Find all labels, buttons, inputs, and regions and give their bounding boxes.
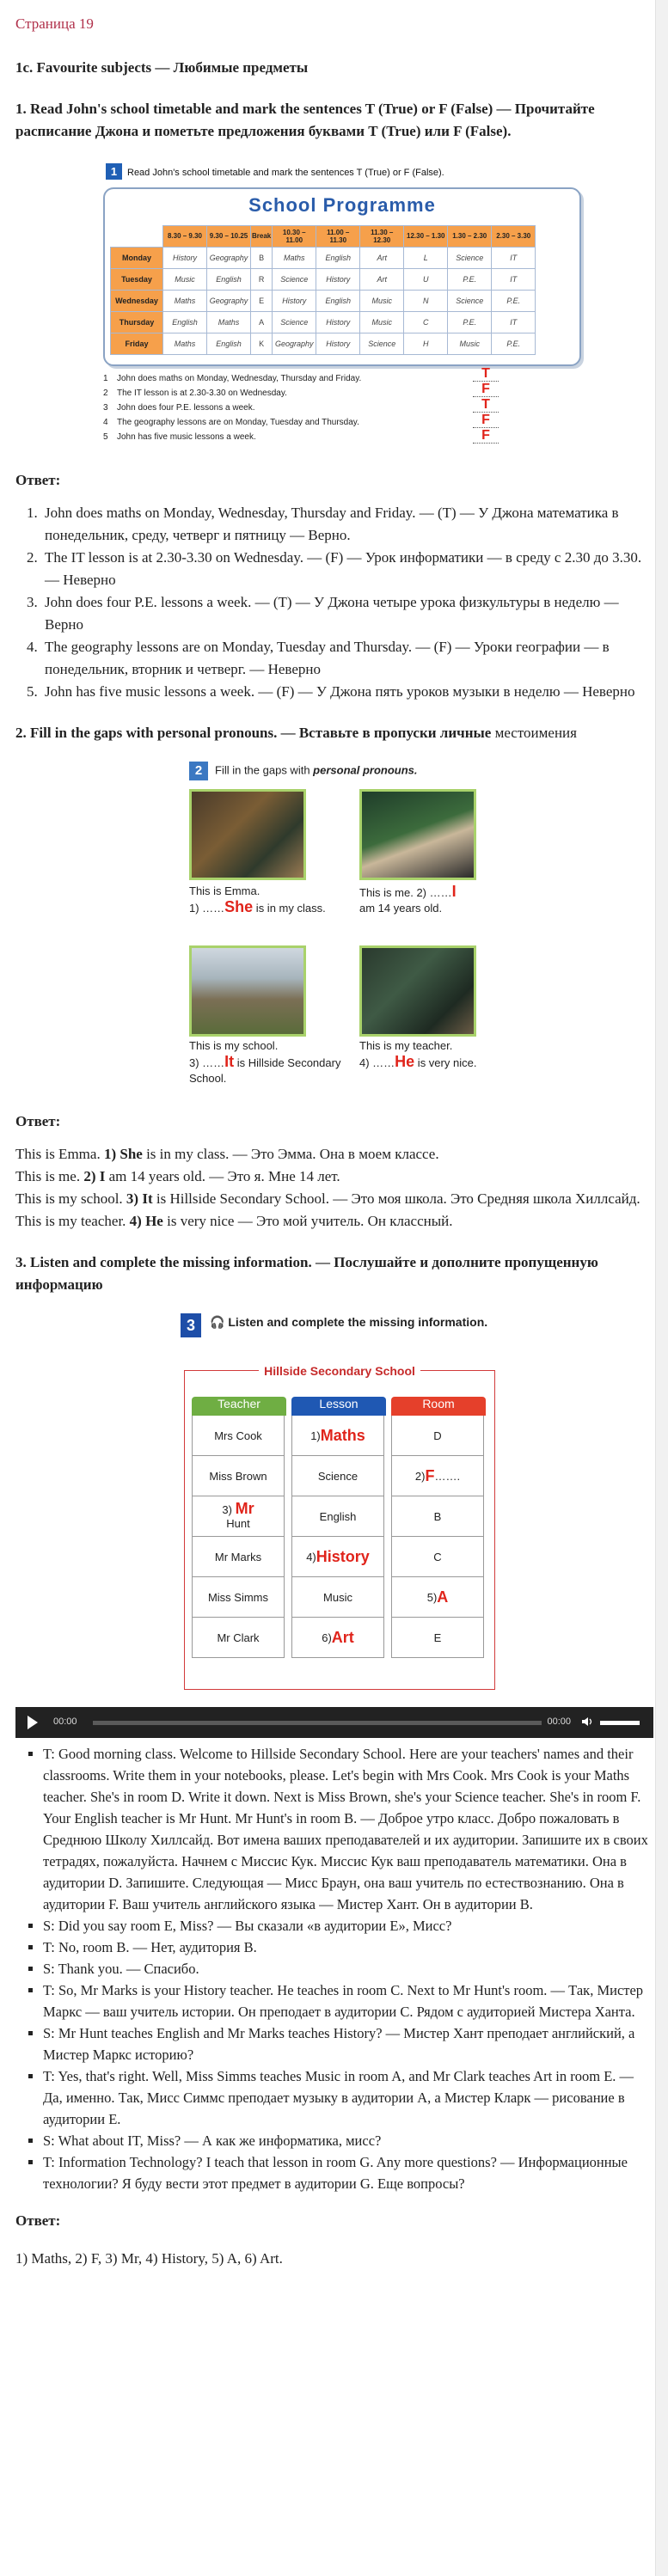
- photo-school: [189, 945, 306, 1037]
- answer-item: 4. The geography lessons are on Monday, Tuesday and Thursday. — (F) — Уроки географии — в понедельник, вторник и четверг. — Неверно: [41, 636, 653, 681]
- teacher-cell: Miss Brown: [192, 1456, 285, 1496]
- tf-mark: F: [473, 428, 499, 444]
- timetable-grid: 8.30 – 9.30 9.30 – 10.25 Break 10.30 – 11.00 11.00 – 11.30 11.30 – 12.30 12.30 – 1.30 1.30 – 2.30 2.30 – 3.30 Monday History Geography B Maths English Art L Science IT Tuesday Music English R Science History Art U P.E. IT Wednesday Maths Geography E History English Music N Science P.E. Thursday English Maths A Science History Music C P.E. IT Friday Maths English K Geography History Science H Music P.E.: [110, 225, 536, 355]
- answer-item: 5. John has five music lessons a week. — (F) — У Джона пять уроков музыки в неделю — Неверно: [41, 681, 653, 703]
- section-title: 1c. Favourite subjects — Любимые предметы: [15, 59, 309, 76]
- dialogue-item: ▪ T: No, room B. — Нет, аудитория B.: [43, 1937, 653, 1958]
- statement-item: 4 The geography lessons are on Monday, Tuesday and Thursday.: [103, 418, 359, 427]
- timetable-row: Wednesday Maths Geography E History English Music N Science P.E.: [111, 290, 536, 311]
- answer-label: Ответ:: [15, 2212, 61, 2229]
- tf-mark: T: [473, 366, 499, 382]
- answer-label: Ответ:: [15, 472, 61, 488]
- timetable-row: Tuesday Music English R Science History Art U P.E. IT: [111, 268, 536, 290]
- caption-2: This is me. 2) ……I am 14 years old.: [359, 883, 457, 915]
- timetable-row: Friday Maths English K Geography History Science H Music P.E.: [111, 333, 536, 354]
- task2-title: 2. Fill in the gaps with personal pronouns. — Вставьте в пропуски личные местоимения: [15, 725, 577, 741]
- answer-line: This is me. 2) I am 14 years old. — Это я. Мне 14 лет.: [15, 1168, 340, 1184]
- teacher-cell: Mr Clark: [192, 1618, 285, 1658]
- page-scrollbar[interactable]: [655, 0, 668, 2576]
- room-cell: 5) A: [391, 1577, 484, 1618]
- exercise1-instruction: 1 Read John's school timetable and mark the sentences T (True) or F (False).: [106, 163, 444, 180]
- answer-line: This is Emma. 1) She is in my class. — Это Эмма. Она в моем классе.: [15, 1146, 439, 1162]
- tf-mark: F: [473, 413, 499, 428]
- answer-item: 2. The IT lesson is at 2.30-3.30 on Wednesday. — (F) — Урок информатики — в среду с 2.30 до 3.30. — Неверно: [41, 547, 653, 591]
- duration-time: 00:00: [547, 1716, 571, 1727]
- column-header-lesson: Lesson: [291, 1397, 386, 1416]
- lesson-cell: 6) Art: [291, 1618, 384, 1658]
- exercise2-instruction: 2 Fill in the gaps with personal pronouns.: [189, 762, 418, 780]
- answer-list: [15, 502, 653, 703]
- exercise3-instruction: 3 🎧 Listen and complete the missing information.: [181, 1313, 487, 1337]
- exercise1-image: [93, 160, 591, 452]
- lesson-cell: 1) Maths: [291, 1416, 384, 1456]
- room-cell: C: [391, 1537, 484, 1577]
- lesson-cell: Music: [291, 1577, 384, 1618]
- room-cell: 2) F …….: [391, 1456, 484, 1496]
- dialogue-list: [15, 1743, 653, 2194]
- school-programme-timetable: [103, 187, 581, 366]
- dialogue-item: ▪ T: Information Technology? I teach that lesson in room G. Any more questions? — Информационные технологии? Я буду вести этот предмет в аудитории G. Еще вопросы?: [43, 2151, 653, 2194]
- statement-item: 3 John does four P.E. lessons a week.: [103, 403, 255, 413]
- current-time: 00:00: [53, 1716, 77, 1727]
- room-cell: B: [391, 1496, 484, 1537]
- teacher-cell: Miss Simms: [192, 1577, 285, 1618]
- lesson-cell: 4) History: [291, 1537, 384, 1577]
- column-header-room: Room: [391, 1397, 486, 1416]
- exercise3-image: [174, 1313, 500, 1692]
- photo-emma: [189, 789, 306, 880]
- room-cell: E: [391, 1618, 484, 1658]
- timetable-row: Monday History Geography B Maths English Art L Science IT: [111, 247, 536, 268]
- tf-mark: T: [473, 397, 499, 413]
- volume-icon[interactable]: [581, 1716, 593, 1728]
- answer-line: 1) Maths, 2) F, 3) Mr, 4) History, 5) A, 6) Art.: [15, 2250, 283, 2267]
- photo-me: [359, 789, 476, 880]
- school-info-table: [184, 1364, 495, 1690]
- statement-list: [103, 371, 361, 444]
- caption-4: This is my teacher. 4) ……He is very nice.: [359, 1039, 477, 1070]
- exercise2-image: [181, 762, 516, 1105]
- audio-player: [15, 1707, 653, 1738]
- statement-item: 5 John has five music lessons a week.: [103, 432, 256, 442]
- dialogue-item: ▪ T: So, Mr Marks is your History teacher. He teaches in room C. Next to Mr Hunt's room. — Так, Мистер Маркс — ваш учитель истории. Он преподает в аудитории C. Рядом с аудиторией Мистера Ханта.: [43, 1979, 653, 2022]
- column-header-teacher: Teacher: [192, 1397, 286, 1416]
- timetable-title: School Programme: [248, 194, 436, 216]
- dialogue-item: ▪ T: Good morning class. Welcome to Hillside Secondary School. Here are your teachers' names and their classrooms. Write them in your notebooks, please. Let's begin with Mrs Cook. Mrs Cook is your Maths teacher. She's in room D. Write it down. Next is Miss Brown, she's your Science teacher. She's in room F. Your English teacher is Mr Hunt. Mr Hunt's in room B. — Доброе утро класс. Добро пожаловать в Среднюю Школу Хиллсайд. Вот имена ваших преподавателей и их аудитории. Запишите их в своих тетрадях, пожалуйста. Начнем с Миссис Кук. Миссис Кук ваш преподаватель математики. Она в аудитории D. Запишите. Следующая — Мисс Браун, она ваш учитель по естествознанию. Она в аудитории F. Ваш учитель английского языка — Мистер Хант. Он в аудитории B.: [43, 1743, 653, 1915]
- answer-lines: [15, 1143, 653, 1233]
- lesson-cell: Science: [291, 1456, 384, 1496]
- statement-item: 2 The IT lesson is at 2.30-3.30 on Wednesday.: [103, 389, 287, 398]
- exercise-number-badge: 3: [181, 1313, 201, 1337]
- volume-slider[interactable]: [600, 1721, 640, 1725]
- teacher-cell: Mr Marks: [192, 1537, 285, 1577]
- answer-line: This is my school. 3) It is Hillside Secondary School. — Это моя школа. Это Средняя школа Хиллсайд.: [15, 1190, 640, 1207]
- dialogue-item: ▪ S: Mr Hunt teaches English and Mr Marks teaches History? — Мистер Хант преподает английский, а Мистер Маркс историю?: [43, 2022, 653, 2065]
- answer-label: Ответ:: [15, 1113, 61, 1129]
- task3-title: 3. Listen and complete the missing information. — Послушайте и дополните пропущенную информацию: [15, 1254, 598, 1293]
- exercise-number-badge: 1: [106, 163, 122, 180]
- headphones-icon: 🎧: [210, 1315, 225, 1329]
- statement-item: 1 John does maths on Monday, Wednesday, Thursday and Friday.: [103, 374, 362, 383]
- dialogue-item: ▪ S: Did you say room E, Miss? — Вы сказали «в аудитории E», Мисс?: [43, 1915, 653, 1937]
- dialogue-item: ▪ S: What about IT, Miss? — А как же информатика, мисс?: [43, 2130, 653, 2151]
- dialogue-item: ▪ S: Thank you. — Спасибо.: [43, 1958, 653, 1979]
- audio-progress-bar[interactable]: [93, 1721, 542, 1725]
- exercise-number-badge: 2: [189, 762, 208, 780]
- answer-item: 3. John does four P.E. lessons a week. — (T) — У Джона четыре урока физкультуры в неделю — Верно: [41, 591, 653, 636]
- play-icon[interactable]: [28, 1716, 38, 1729]
- caption-3: This is my school. 3) ……It is Hillside Secondary School.: [189, 1039, 341, 1085]
- dialogue-item: ▪ T: Yes, that's right. Well, Miss Simms teaches Music in room A, and Mr Clark teaches Art in room E. — Да, именно. Так, Мисс Симмс преподает музыку в аудитории A, а Мистер Кларк — рисование в аудитории E.: [43, 2065, 653, 2130]
- tf-mark: F: [473, 382, 499, 397]
- task1-title: 1. Read John's school timetable and mark the sentences T (True) or F (False) — Прочитайте расписание Джона и пометьте предложения буквами T (True) или F (False).: [15, 101, 595, 139]
- timetable-row: Thursday English Maths A Science History Music C P.E. IT: [111, 311, 536, 333]
- table-title: Hillside Secondary School: [259, 1364, 420, 1378]
- answer-line: This is my teacher. 4) He is very nice — Это мой учитель. Он классный.: [15, 1213, 453, 1229]
- room-cell: D: [391, 1416, 484, 1456]
- answer-item: 1. John does maths on Monday, Wednesday, Thursday and Friday. — (T) — У Джона математика в понедельник, среду, четверг и пятницу — Верно.: [41, 502, 653, 547]
- lesson-cell: English: [291, 1496, 384, 1537]
- page-number-link[interactable]: Страница 19: [15, 15, 94, 32]
- teacher-cell: Mrs Cook: [192, 1416, 285, 1456]
- photo-teacher: [359, 945, 476, 1037]
- true-false-marks: [473, 366, 499, 444]
- caption-1: This is Emma. 1) ……She is in my class.: [189, 884, 326, 915]
- teacher-cell: 3) Mr Hunt: [192, 1496, 285, 1537]
